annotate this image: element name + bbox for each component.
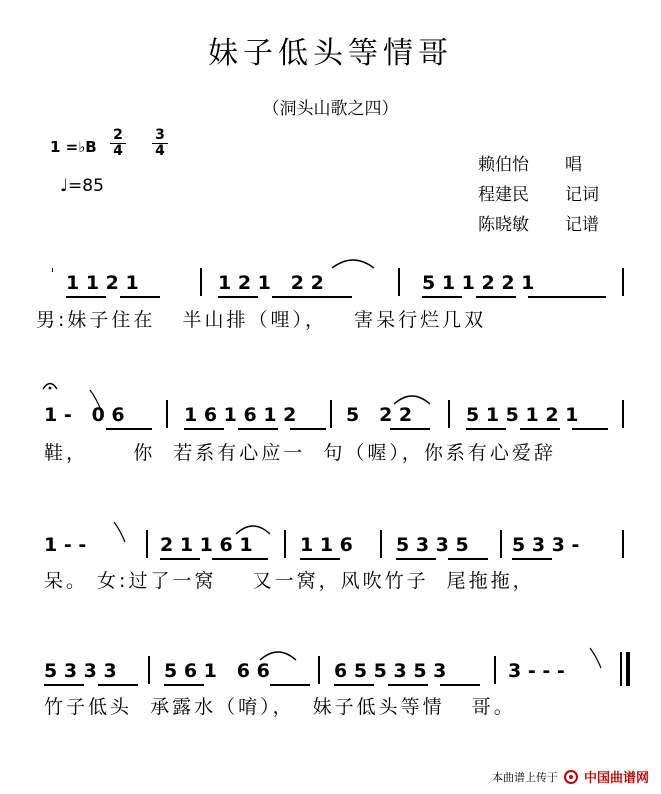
barline (448, 400, 450, 428)
barline (146, 530, 148, 558)
credit-role: 记谱 (565, 215, 599, 235)
beam (388, 684, 428, 686)
measure-notes: 5 3 3 5 (396, 534, 469, 556)
meter-top: 2 (113, 127, 123, 143)
song-subtitle: （洞头山歌之四） (262, 99, 399, 119)
slur (234, 522, 272, 536)
beam (66, 296, 106, 298)
measure-notes: 5 1 1 2 2 1 (422, 272, 535, 294)
measure-notes: 5 3 3 - (512, 534, 580, 556)
fermata-icon (42, 380, 58, 390)
credit-lyrics (478, 180, 599, 205)
song-title: 妹子低头等情哥 (208, 36, 453, 71)
measure-notes: 1 - 0 6 (44, 404, 125, 426)
measure-notes: 1 6 1 6 1 2 (184, 404, 297, 426)
credit-name: 赖伯怡 (478, 155, 529, 175)
beam (476, 296, 516, 298)
credit-name: 程建民 (478, 185, 529, 205)
final-barline-thick (626, 652, 630, 686)
beam (270, 684, 310, 686)
site-name: 中国曲谱网 (583, 771, 649, 786)
beam (512, 558, 552, 560)
footer-watermark (492, 767, 649, 786)
beam (290, 428, 326, 430)
slur (258, 648, 298, 662)
barline (622, 268, 624, 296)
beam (390, 428, 430, 430)
beam (528, 296, 606, 298)
beam (44, 684, 84, 686)
credit-singer (478, 150, 582, 175)
barline (622, 530, 624, 558)
beam (440, 684, 480, 686)
barline (200, 268, 202, 296)
credit-score (478, 210, 599, 235)
meter-bottom: 4 (152, 143, 168, 159)
site-logo-icon (564, 770, 578, 784)
credit-role: 记词 (565, 185, 599, 205)
measure-notes: 3 - - - (508, 660, 565, 682)
beam (120, 296, 160, 298)
start-mark (52, 268, 53, 272)
beam (422, 296, 462, 298)
beam (466, 428, 506, 430)
final-barline-thin (620, 652, 622, 686)
beam (164, 684, 204, 686)
tempo-marking: ♩=85 (60, 176, 104, 196)
slur (330, 256, 376, 270)
beam (300, 558, 340, 560)
footer-text: 本曲谱上传于 (491, 770, 558, 784)
measure-notes: 1 1 6 (300, 534, 353, 556)
barline (380, 530, 382, 558)
beam (572, 428, 608, 430)
measure-notes: 6 5 5 3 5 3 (334, 660, 447, 682)
lyrics-line: 呆。 女:过了一窝 又一窝，风吹竹子 尾拖拖， (44, 570, 535, 592)
beam (212, 558, 268, 560)
barline (284, 530, 286, 558)
meter-top: 3 (155, 127, 165, 143)
beam (396, 558, 436, 560)
meter-bottom: 4 (110, 143, 126, 159)
barline (318, 656, 320, 684)
beam (184, 428, 224, 430)
beam (160, 558, 200, 560)
measure-notes: 5 2 2 (346, 404, 413, 426)
barline (494, 656, 496, 684)
measure-notes: 1 1 2 1 (66, 272, 139, 294)
beam (448, 558, 488, 560)
breath-mark-icon (588, 646, 604, 672)
barline (622, 400, 624, 428)
beam (98, 684, 138, 686)
meter-3-4 (152, 128, 168, 159)
lyrics-line: 竹子低头 承露水（唷）， 妹子低头等情 哥。 (44, 696, 516, 718)
barline (500, 530, 502, 558)
meter-2-4 (110, 128, 126, 159)
beam (238, 428, 278, 430)
barline (166, 400, 168, 428)
lyrics-line: 男:妹子住在 半山排（哩）， 害呆行烂几双 (36, 309, 487, 331)
measure-notes: 1 2 1 2 2 (218, 272, 324, 294)
measure-notes: 2 1 1 6 1 (160, 534, 253, 556)
measure-notes: 1 - - (44, 534, 87, 556)
credit-role: 唱 (565, 155, 582, 175)
beam (334, 684, 374, 686)
beam (218, 296, 258, 298)
barline (148, 656, 150, 684)
slur (392, 392, 432, 406)
credit-name: 陈晓敏 (478, 215, 529, 235)
lyrics-line: 鞋， 你 若系有心应一 句（喔），你系有心爱辞 (44, 442, 556, 464)
beam (272, 296, 352, 298)
measure-notes: 5 1 5 1 2 1 (466, 404, 579, 426)
barline (330, 400, 332, 428)
key-signature: 1 =♭B (50, 138, 97, 156)
breath-mark-icon (112, 520, 128, 546)
barline (398, 268, 400, 296)
measure-notes: 5 3 3 3 (44, 660, 117, 682)
beam (520, 428, 560, 430)
beam (106, 428, 152, 430)
measure-notes: 5 6 1 6 6 (164, 660, 270, 682)
